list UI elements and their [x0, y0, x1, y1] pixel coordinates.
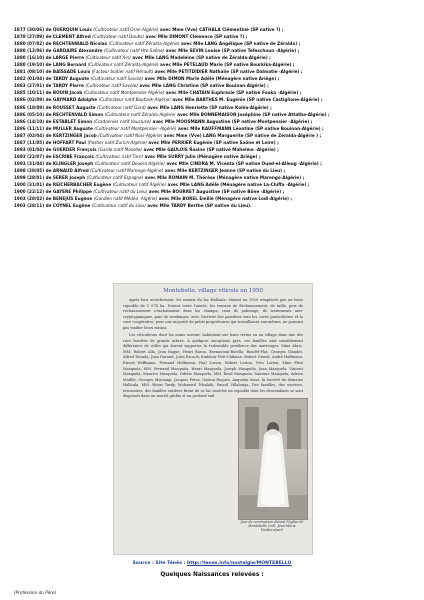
groom-profession: (Cultivateur natif Savoie): [85, 83, 138, 89]
marriage-record: [14, 188, 418, 195]
marriage-record: [14, 89, 418, 96]
bride-text: avec Mlle TARDY Berthe (SP native du Lieu).: [145, 203, 252, 209]
marriage-record: [14, 125, 418, 132]
groom-text: 1883 (27/01) de TARDY Pierre: [14, 83, 86, 89]
groom-text: 1886 (11/11) de MULLER Auguste: [14, 125, 95, 131]
marriage-record: [14, 195, 418, 202]
groom-profession: (Cultivateur natif Oran-Algérie): [93, 27, 159, 32]
bride-text: avec Mme (Vve) LANG Marguerite (SP native de Zéralda-Algérie ) ;: [162, 132, 322, 138]
groom-text: 1880 (19/10) de LANG Bernard: [14, 62, 88, 68]
groom-text: 1886 (18/09) de ROUSSET Auguste: [14, 104, 98, 110]
groom-text: 1898 (28/05) de ARNAUD Alfred: [14, 167, 91, 173]
groom-profession: (Cultivateur natif Hte Saône): [103, 48, 165, 54]
marriage-record: [14, 96, 418, 103]
groom-profession: (Cultivateur natif Zéralda-Algérie): [104, 111, 176, 117]
marriage-record: [14, 167, 418, 174]
groom-profession: (Cultivateur natif Novi-Algérie): [98, 132, 163, 138]
village-article-figure: [113, 283, 313, 555]
bride-text: avec Mlle BARTHES M. Eugénie (SP native Castiglione-Algérie) ;: [170, 97, 323, 103]
bride-text: avec Mlle KAUFFMANN Léontine (SP native Bouinan-Algérie) ;: [176, 125, 324, 131]
groom-profession: (Cordonnier natif Vaucluse): [93, 118, 152, 124]
bride-text: avec Mlle DIMONT Clémence (SP native ?) ;: [144, 34, 248, 40]
groom-text: 1885 (10/11) de BOUIN Jacob: [14, 90, 84, 96]
groom-profession: (Garde natif Moselle): [98, 146, 143, 152]
marriage-record: [14, 47, 418, 54]
groom-text: 1893 (31/04) de KLINGLER Joseph: [14, 160, 95, 166]
marriage-record: [14, 118, 418, 125]
source-line: [0, 561, 424, 566]
groom-text: 1903 (28/11) de COYNEL Eugène: [14, 203, 92, 209]
groom-text: 1886 (02/09) de GAYMARD Adolphe: [14, 97, 99, 103]
bride-text: avec Mlle CINDRA M. Vicenta (SP native Oued-el-Alleug -Algérie) ;: [164, 160, 322, 166]
groom-text: 1880 (16/10) de LARGE Pierre: [14, 55, 86, 61]
article-paragraph: Après leur assèchement, les marais du lac Halloula, étaient en 1950 remplacés par un beau vignoble de 1 074 ha. Durant toute l'année, les travaux de déchaussement, de taille, puis de rechaussement s'enchaînaient dans les champs, ceux de palissage, de traitements anti-cryptogamiques, puis de vendanges, avec l'arrivée des pastières vers les caves particulières et la cave coopérative, pour une majorité de petits propriétaires qui travaillaient eux-mêmes, ne pouvant pas vinifier leurs raisins.: [123, 298, 303, 330]
bride-text: avec Mlle SEVIN Louise (SP native Tefeschoun -Algérie) ;: [164, 48, 300, 54]
groom-text: 1882 (01/04) de TARDY Auguste: [14, 76, 91, 82]
figure-title: Montebello, village viticole en 1950: [163, 288, 263, 294]
source-link[interactable]: http://tenes.info/nostalgie/MONTEBELLO: [186, 561, 292, 566]
bride-text: avec Mlle CHATAIN Euphrasie (SP native Fouka –Algérie) ;: [164, 90, 302, 96]
groom-text: 1880 (07/02) de RECHTENWALD Nicolas: [14, 41, 109, 47]
bride-text: avec Mlle PERRIER Eugénie (SP native Saône et Loire) ;: [146, 139, 279, 145]
bride-text: avec Mlle LANG Madeleine (SP native de Zéralda-Algérie) ;: [130, 55, 271, 61]
groom-text: 1886 (05/10) de RECHTENVALD Simon: [14, 111, 105, 117]
groom-text: 1899 (28/01) de SERER Joseph: [14, 174, 87, 180]
bride-text: avec Mlle DIMON Marie Adèle (Ménagère native Ariège) ;: [143, 76, 280, 82]
marriage-record: [14, 40, 418, 47]
bride-text: avec Mlle SURRY Julie (Ménagère native Ariège) ;: [143, 153, 261, 159]
article-paragraph: Les viticulteurs dont les noms suivent, habitaient sur leurs terres ou au village dans une des rues bordées de grands arbres. À quelques exceptions près, ces familles sont sensiblement différentes de celles qui durent supporter la redoutable pestilence des marécages: Mme Abric, MM. Robert Alla, Jean Bague, Henri Baron, Bernasconi-Botella, Boudet-Plat, Georges Claudet, Alfred Dorada, Jean Durand, Jules Escach, Kaddour Firit-Chibane, Robert Girard, André Hoffmann, Ernest Hoffmann, Fernand Hoffmann, Paul Lorion, Robert Lorion, Yves Lorion, Mme Elise Masquela, MM. Fernand Masquela, Henri Masquela, Joseph Masquela, Jean Masquela, Vincent Masquela, Maurice Masquela, Odette Masquela, MM. René Masquela, Sauveur Masquela, Adrien Maillet, Georges Miecamp, Jacques Pérez, Gaston Roques, Augustin Sisse, la Société du domaine Halloula, MM. Henri Tardy, Mohamed Tchalabi, Pascal Villalonga. Des familles, des ouvriers, terrassiers, des familles entières firent de ce lac asséché un vignoble dont les descendants se sont dispersés dans un mortel gâchis et un profond exil.: [123, 333, 303, 399]
groom-text: 1903 (28/02) de BENEJUS Eugène: [14, 196, 94, 202]
groom-text: 1887 (11/05) de HOFFART Paul: [14, 139, 88, 145]
groom-profession: (Cultivateur natif du Lieu): [93, 189, 148, 195]
groom-profession: (Postier natif Zurich-Algérie): [87, 139, 147, 145]
groom-profession: (Cultivateur natif Boufarik-Algérie): [98, 97, 171, 103]
marriage-record: [14, 75, 418, 82]
marriage-record: [14, 33, 418, 40]
bride-text: avec Mlle LANG Angélique (SP native de Zéralda) ;: [179, 41, 301, 47]
marriage-record: [14, 174, 418, 181]
groom-profession: (Cultivateur natif Ain): [85, 55, 131, 61]
groom-text: 1877 (30/06) de QUERQUIN Louis: [14, 27, 94, 32]
groom-profession: (Cultivateur natif Algérie): [112, 182, 167, 188]
marriage-record: [14, 82, 418, 89]
marriage-record: [14, 160, 418, 167]
bride-text: avec Mlle LANG Christine (SP native Bouinan-Algérie) ;: [137, 83, 269, 89]
groom-profession: (Gardien natif Médéa -Algérie): [93, 196, 158, 202]
marriage-record: [14, 111, 418, 118]
groom-text: 1886 (14/10) de ESTABLET Simon: [14, 118, 94, 124]
groom-profession: (Cultivateur natif Douéra-Algérie): [94, 160, 165, 166]
bride-text: avec Mlle BOURRET Augustine (SP native Bône -Algérie) ;: [147, 189, 285, 195]
groom-profession: (Cultivateur natif Montpensier -Algérie): [94, 125, 177, 131]
bride-text: avec Mlle KERTZINGER Jeanne (SP native du Lieu) ;: [163, 167, 286, 173]
bride-text: avec Mlle LANG Henriette (SP native Koléa-Algérie) ;: [145, 104, 272, 110]
groom-text: 1880 (12/06) de GARDAIRE Alexandre: [14, 48, 104, 54]
marriage-record: [14, 153, 418, 160]
bride-text: avec Mlle LANG Adèle (Ménagère native La-Chiffa -Algérie) ;: [166, 182, 310, 188]
bride-text: avec Mlle BOREL Emilie (Ménagère native Lodi-Algérie) ;: [157, 196, 293, 202]
marriage-record: [14, 146, 418, 153]
source-label: Source : Site Ténès :: [132, 561, 187, 566]
bride-text: avec Mlle PETITDIDIER Nathalie (SP native Dalmatie -Algérie) ;: [153, 69, 303, 75]
marriage-record: [14, 181, 418, 188]
marriage-record: [14, 54, 418, 61]
groom-profession: (Cultivateur natif Tarn): [95, 153, 144, 159]
groom-profession: (Cultivateur natif Marengo-Algérie): [90, 167, 164, 173]
marriage-record: [14, 68, 418, 75]
births-section-title: Quelques Naissances relevées :: [160, 572, 264, 578]
groom-profession: (Cultivateur natif Zéralda-Algérie): [108, 41, 180, 47]
bride-text: avec Mlle BONNEMAISON Joséphine (SP native Attatba-Algérie) ;: [175, 111, 330, 117]
marriage-record: [14, 61, 418, 68]
groom-text: 1878 (27/09) de CLEMENT Alfred: [14, 34, 93, 40]
bride-text: avec Mlle ROMAIN M. Thérèse (Ménagère native Marengo-Algérie) ;: [143, 174, 305, 180]
marriage-record: [14, 104, 418, 111]
bride-text: avec Mme (Vve) CATHALA Clémentine (SP native ?) ;: [158, 27, 284, 32]
groom-text: 1900 (22/12) de GAYERE Philippe: [14, 189, 94, 195]
marriage-record: [14, 139, 418, 146]
groom-profession: (Cultivateur natif Montpensier-Algérie): [83, 90, 165, 96]
marriage-record: [14, 26, 418, 33]
groom-text: 1893 (01/04) de GUERDER François: [14, 146, 99, 152]
communion-photo: [238, 398, 308, 520]
groom-profession: (Cultivateur natif Zéralda-Algérie): [87, 62, 159, 68]
profession-footnote: (Profession du Père): [14, 590, 57, 595]
groom-text: 1900 (31/01) de REICHERBACHER Eugène: [14, 182, 113, 188]
marriage-record: [14, 202, 418, 209]
bride-text: avec Mlle GAULOIS Rosine (SP native Mahelma -Algérie) ;: [142, 146, 279, 152]
groom-text: 1893 (22/07) de ESCRIBE François: [14, 153, 96, 159]
bride-text: avec Mlle MOOSMANN Augustine (SP native Montpensier -Algérie) ;: [151, 118, 313, 124]
groom-profession: (Facteur boitier natif Hérault): [91, 69, 154, 75]
photo-caption: Jour de communion devant l'église de Montebello (coll. Jean-Marie Vandervijver): [240, 520, 304, 533]
groom-text: 1881 (08/10) de BAÏSSADE Louis: [14, 69, 92, 75]
bride-text: avec Mlle PETELAUD Marie (SP native Bourkika-Algérie) ;: [158, 62, 295, 68]
groom-profession: (Cultivateur natif du Lieu): [91, 203, 146, 209]
groom-text: 1887 (02/04) de KERTZINGER Jacob: [14, 132, 99, 138]
marriage-record: [14, 132, 418, 139]
marriage-records-list: [14, 26, 418, 209]
groom-profession: (Cultivateur natif Gard): [97, 104, 146, 110]
groom-profession: (Cultivateur natif Savoie): [90, 76, 144, 82]
groom-profession: (Cultivateur natif Espagne): [86, 174, 144, 180]
groom-profession: (Cultivateur natif Doubs): [92, 34, 145, 40]
